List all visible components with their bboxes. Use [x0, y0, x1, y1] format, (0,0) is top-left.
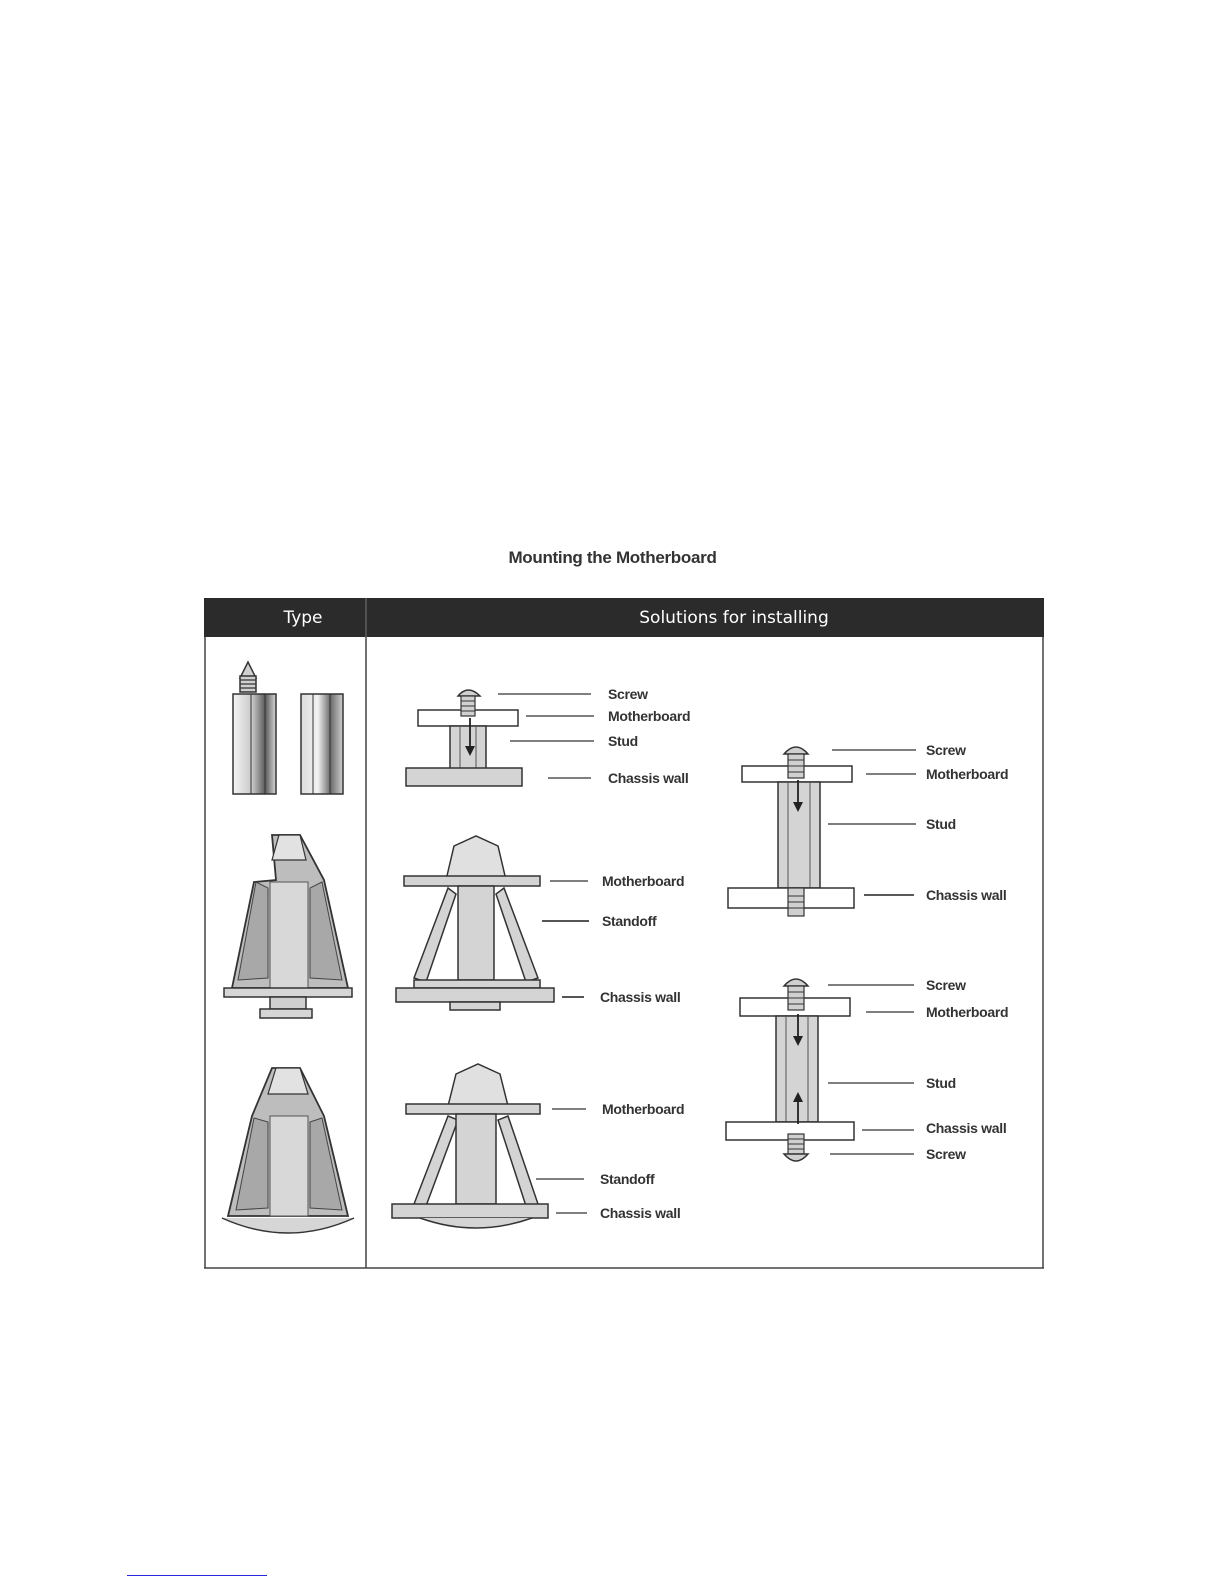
label-motherboard: Motherboard — [602, 873, 685, 889]
header-type: Type — [283, 608, 323, 628]
header-solutions: Solutions for installing — [639, 608, 829, 628]
label-chassis-wall: Chassis wall — [926, 1120, 1007, 1136]
footer-link-underline — [127, 1575, 267, 1576]
page-title: Mounting the Motherboard — [508, 548, 717, 567]
solution-stud-two-screws — [726, 977, 1008, 1162]
label-screw: Screw — [608, 686, 648, 702]
label-stud: Stud — [608, 733, 638, 749]
stud-type-icon — [233, 662, 343, 794]
label-chassis-wall: Chassis wall — [600, 1205, 681, 1221]
label-chassis-wall: Chassis wall — [600, 989, 681, 1005]
label-screw: Screw — [926, 1146, 966, 1162]
label-motherboard: Motherboard — [608, 708, 691, 724]
label-screw: Screw — [926, 977, 966, 993]
mounting-table — [204, 598, 1044, 1269]
label-stud: Stud — [926, 1075, 956, 1091]
mounting-diagram — [204, 598, 1044, 1269]
solution-stud-screw — [406, 686, 690, 786]
label-screw: Screw — [926, 742, 966, 758]
label-motherboard: Motherboard — [926, 766, 1009, 782]
label-standoff: Standoff — [602, 913, 657, 929]
label-standoff: Standoff — [600, 1171, 655, 1187]
label-chassis-wall: Chassis wall — [608, 770, 689, 786]
label-stud: Stud — [926, 816, 956, 832]
label-motherboard: Motherboard — [926, 1004, 1009, 1020]
label-chassis-wall: Chassis wall — [926, 887, 1007, 903]
solution-long-stud — [728, 742, 1008, 916]
solution-standoff-foot — [396, 836, 684, 1010]
solution-standoff-dome — [392, 1064, 684, 1228]
label-motherboard: Motherboard — [602, 1101, 685, 1117]
standoff-type-icon — [224, 835, 352, 1018]
dome-standoff-type-icon — [222, 1068, 354, 1233]
